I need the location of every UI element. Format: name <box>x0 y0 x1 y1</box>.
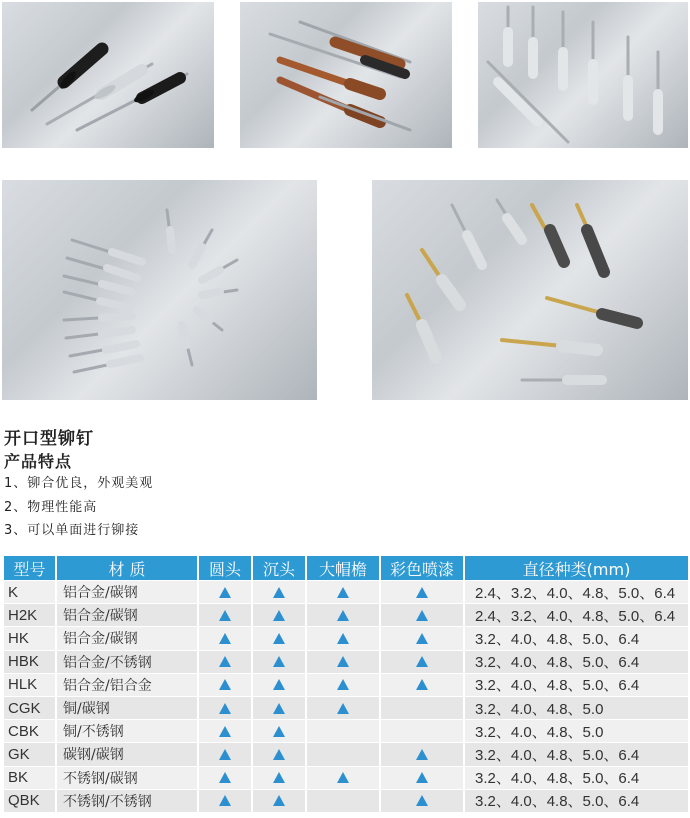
cell-material: 铝合金/碳钢 <box>56 627 198 650</box>
triangle-mark-icon <box>219 703 231 714</box>
feature-item: 1、铆合优良，外观美观 <box>4 476 154 491</box>
triangle-mark-icon <box>337 633 349 644</box>
cell-large-flange <box>306 720 380 743</box>
table-row <box>4 696 688 719</box>
cell-countersunk <box>252 743 306 766</box>
cell-material: 不锈钢/碳钢 <box>56 766 198 789</box>
header-material: 材 质 <box>56 556 198 581</box>
cell-color-paint <box>380 720 464 743</box>
cell-large-flange <box>306 743 380 766</box>
triangle-mark-icon <box>416 795 428 806</box>
cell-material: 铜/不锈钢 <box>56 720 198 743</box>
triangle-mark-icon <box>273 587 285 598</box>
triangle-mark-icon <box>219 587 231 598</box>
cell-countersunk <box>252 789 306 812</box>
features-heading: 产品特点 <box>4 452 73 471</box>
cell-large-flange <box>306 650 380 673</box>
cell-round-head <box>198 696 252 719</box>
header-diameter: 直径种类(mm) <box>464 556 688 581</box>
cell-diameters: 3.2、4.0、4.8、5.0、6.4 <box>464 673 688 696</box>
triangle-mark-icon <box>219 772 231 783</box>
cell-large-flange <box>306 604 380 627</box>
cell-model: HK <box>4 627 56 650</box>
cell-diameters: 3.2、4.0、4.8、5.0、6.4 <box>464 627 688 650</box>
table-row <box>4 581 688 604</box>
header-color-paint: 彩色喷漆 <box>380 556 464 581</box>
triangle-mark-icon <box>273 726 285 737</box>
triangle-mark-icon <box>219 656 231 667</box>
rivet-photo-4 <box>2 180 317 400</box>
rivet-photo-3 <box>478 2 688 148</box>
spec-table <box>4 556 688 812</box>
triangle-mark-icon <box>273 749 285 760</box>
cell-material: 铝合金/不锈钢 <box>56 650 198 673</box>
triangle-mark-icon <box>416 633 428 644</box>
cell-round-head <box>198 627 252 650</box>
triangle-mark-icon <box>337 772 349 783</box>
cell-countersunk <box>252 673 306 696</box>
cell-large-flange <box>306 627 380 650</box>
cell-model: GK <box>4 743 56 766</box>
cell-color-paint <box>380 766 464 789</box>
feature-item: 2、物理性能高 <box>4 499 98 515</box>
rivet-photo-5 <box>372 180 688 400</box>
triangle-mark-icon <box>416 610 428 621</box>
cell-material: 铝合金/碳钢 <box>56 604 198 627</box>
cell-round-head <box>198 766 252 789</box>
cell-model: HLK <box>4 673 56 696</box>
header-large-flange: 大帽檐 <box>306 556 380 581</box>
table-row <box>4 627 688 650</box>
cell-large-flange <box>306 766 380 789</box>
cell-diameters: 2.4、3.2、4.0、4.8、5.0、6.4 <box>464 604 688 627</box>
cell-color-paint <box>380 604 464 627</box>
cell-diameters: 3.2、4.0、4.8、5.0 <box>464 720 688 743</box>
triangle-mark-icon <box>219 795 231 806</box>
cell-model: BK <box>4 766 56 789</box>
cell-model: CBK <box>4 720 56 743</box>
triangle-mark-icon <box>416 749 428 760</box>
cell-color-paint <box>380 627 464 650</box>
header-round-head: 圆头 <box>198 556 252 581</box>
feature-item: 3、可以单面进行铆接 <box>4 523 140 538</box>
cell-model: QBK <box>4 789 56 812</box>
cell-round-head <box>198 581 252 604</box>
cell-diameters: 3.2、4.0、4.8、5.0、6.4 <box>464 650 688 673</box>
cell-material: 不锈钢/不锈钢 <box>56 789 198 812</box>
cell-diameters: 3.2、4.0、4.8、5.0、6.4 <box>464 766 688 789</box>
cell-color-paint <box>380 743 464 766</box>
triangle-mark-icon <box>273 703 285 714</box>
cell-model: K <box>4 581 56 604</box>
rivet-photo-2 <box>240 2 452 148</box>
cell-countersunk <box>252 650 306 673</box>
cell-diameters: 2.4、3.2、4.0、4.8、5.0、6.4 <box>464 581 688 604</box>
cell-countersunk <box>252 696 306 719</box>
cell-material: 铝合金/碳钢 <box>56 581 198 604</box>
feature-list <box>4 474 153 545</box>
triangle-mark-icon <box>273 633 285 644</box>
triangle-mark-icon <box>416 679 428 690</box>
cell-countersunk <box>252 627 306 650</box>
triangle-mark-icon <box>219 679 231 690</box>
cell-color-paint <box>380 581 464 604</box>
cell-countersunk <box>252 766 306 789</box>
cell-diameters: 3.2、4.0、4.8、5.0、6.4 <box>464 789 688 812</box>
triangle-mark-icon <box>416 772 428 783</box>
cell-diameters: 3.2、4.0、4.8、5.0、6.4 <box>464 743 688 766</box>
cell-large-flange <box>306 581 380 604</box>
header-model: 型号 <box>4 556 56 581</box>
triangle-mark-icon <box>219 633 231 644</box>
table-row <box>4 650 688 673</box>
cell-countersunk <box>252 604 306 627</box>
cell-large-flange <box>306 789 380 812</box>
triangle-mark-icon <box>273 656 285 667</box>
cell-round-head <box>198 789 252 812</box>
triangle-mark-icon <box>273 610 285 621</box>
triangle-mark-icon <box>337 656 349 667</box>
triangle-mark-icon <box>337 679 349 690</box>
rivet-photo-1 <box>2 2 214 148</box>
table-row <box>4 604 688 627</box>
triangle-mark-icon <box>219 610 231 621</box>
cell-countersunk <box>252 581 306 604</box>
cell-model: HBK <box>4 650 56 673</box>
cell-model: CGK <box>4 696 56 719</box>
table-row <box>4 673 688 696</box>
cell-color-paint <box>380 696 464 719</box>
triangle-mark-icon <box>337 703 349 714</box>
header-countersunk: 沉头 <box>252 556 306 581</box>
cell-large-flange <box>306 696 380 719</box>
cell-countersunk <box>252 720 306 743</box>
cell-round-head <box>198 650 252 673</box>
cell-diameters: 3.2、4.0、4.8、5.0 <box>464 696 688 719</box>
table-row <box>4 743 688 766</box>
triangle-mark-icon <box>219 726 231 737</box>
cell-material: 碳钢/碳钢 <box>56 743 198 766</box>
table-row <box>4 789 688 812</box>
cell-material: 铜/碳钢 <box>56 696 198 719</box>
table-row <box>4 720 688 743</box>
cell-model: H2K <box>4 604 56 627</box>
cell-round-head <box>198 673 252 696</box>
cell-round-head <box>198 604 252 627</box>
table-row <box>4 766 688 789</box>
cell-color-paint <box>380 789 464 812</box>
cell-round-head <box>198 743 252 766</box>
cell-large-flange <box>306 673 380 696</box>
triangle-mark-icon <box>337 610 349 621</box>
triangle-mark-icon <box>416 587 428 598</box>
spec-table-body <box>4 581 688 812</box>
triangle-mark-icon <box>273 679 285 690</box>
triangle-mark-icon <box>416 656 428 667</box>
triangle-mark-icon <box>219 749 231 760</box>
table-header-row <box>4 556 688 581</box>
triangle-mark-icon <box>273 772 285 783</box>
triangle-mark-icon <box>337 587 349 598</box>
cell-color-paint <box>380 673 464 696</box>
cell-color-paint <box>380 650 464 673</box>
triangle-mark-icon <box>273 795 285 806</box>
product-title: 开口型铆钉 <box>4 429 94 449</box>
cell-material: 铝合金/铝合金 <box>56 673 198 696</box>
cell-round-head <box>198 720 252 743</box>
